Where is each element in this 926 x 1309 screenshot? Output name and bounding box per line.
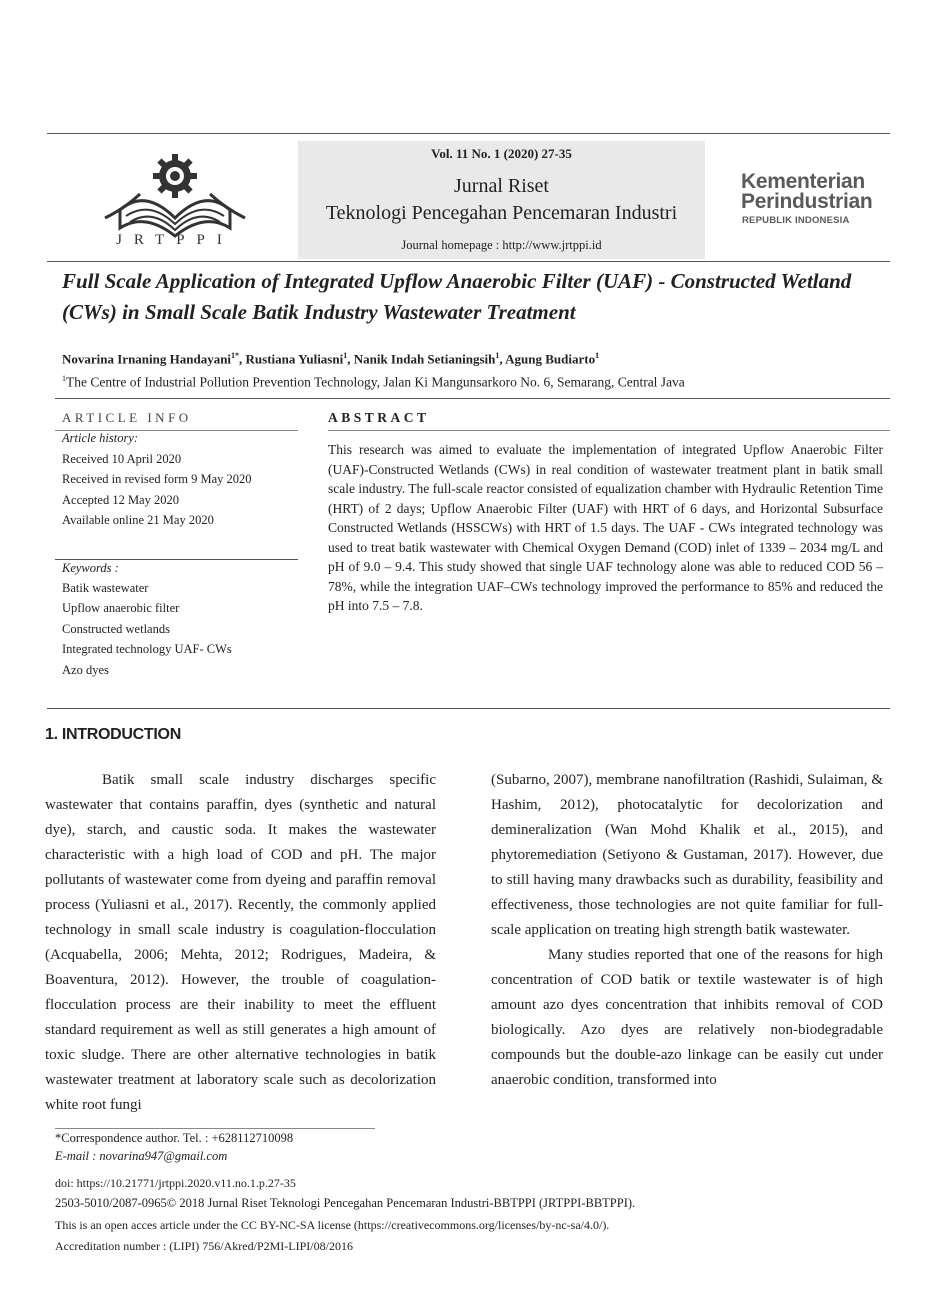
abstract-rule [328, 430, 890, 431]
keywords-label: Keywords : [62, 561, 119, 575]
intro-right-column [491, 768, 883, 1093]
keyword-item: Upflow anaerobic filter [62, 601, 180, 615]
keywords-rule [55, 559, 298, 560]
logo-text: JRTPPI [116, 232, 234, 248]
copyright-notice: 2503-5010/2087-0965© 2018 Jurnal Riset Teknologi Pencegahan Pencemaran Industri-BBTPPI (JRTPPI-BBTPPI). [55, 1196, 636, 1210]
intro-paragraph: Batik small scale industry discharges specific wastewater that contains paraffin, dyes (synthetic and natural dye), starch, and caustic soda. It makes the wastewater characteristic with a high load of COD and pH. The major pollutants of wastewater come from dyeing and paraffin removal process (Yuliasni et al., 2017). Recently, the commonly applied technology in small scale industry is coagulation-flocculation (Acquabella, 2006; Mehta, 2012; Rodrigues, Madeira, & Boaventura, 2012). However, the trouble of coagulation-flocculation process are their inability to meet the effluent standard requirement as well as still generates a high amount of toxic sludge. There are other alternative technologies in batik wastewater treatment at laboratory scale such as decolorization white root fungi [45, 772, 436, 1113]
keyword-item: Constructed wetlands [62, 622, 170, 636]
abstract-text: This research was aimed to evaluate the implementation of integrated Upflow Anaerobic Filter (UAF)-Constructed Wetlands (CWs) in real condition of wastewater treatment plant in batik small scale industry. The full-scale reactor consisted of equalization chamber with Hydraulic Retention Time (HRT) of 2 days; Upflow Anaerobic Filter (UAF) with HRT of 6 days, and Horizontal Subsurface Constructed Wetlands (HSSCWs) with HRT of 1.5 days. The UAF - CWs integrated technology was used to treat batik wastewater with Chemical Oxygen Demand (COD) inlet of 1339 – 2034 mg/L and pH of 9.0 – 9.4. This study showed that single UAF technology alone was able to reduced COD 56 – 78%, while the integration UAF–CWs technology improved the performance to 85% and reduced the pH into 7.5 – 7.8. [328, 442, 883, 613]
journal-name-line2: Teknologi Pencegahan Pencemaran Industri [325, 202, 678, 224]
header-bottom-rule [47, 261, 890, 262]
article-title: Full Scale Application of Integrated Upflow Anaerobic Filter (UAF) - Constructed Wetland (CWs) in Small Scale Batik Industry Wastewater Treatment [62, 269, 852, 324]
intro-paragraph: (Subarno, 2007), membrane nanofiltration (Rashidi, Sulaiman, & Hashim, 2012), photocatalytic for decolorization and demineralization (Wan Mohd Khalik et al., 2015), and phytoremediation (Setiyono & Gustaman, 2017). However, due to still having many drawbacks such as durability, feasibility and effectiveness, those technologies are not quite familiar for full-scale application on treating high strength batik wastewater. [491, 772, 883, 938]
affiliation: $^1$The Centre of Industrial Pollution Prevention Technology, Jalan Ki Mangunsarkoro No. 6, Semarang, Central Java [62, 374, 685, 390]
history-received: Received 10 April 2020 [62, 452, 182, 466]
history-revised: Received in revised form 9 May 2020 [62, 472, 252, 486]
ministry-logo-line1: Kementerian [741, 170, 865, 193]
history-label: Article history: [62, 431, 139, 445]
history-accepted: Accepted 12 May 2020 [62, 493, 179, 507]
correspondence-note: *Correspondence author. Tel. : +628112710098 [55, 1131, 294, 1145]
ministry-logo-line3: REPUBLIK INDONESIA [742, 215, 850, 226]
intro-paragraph: Many studies reported that one of the reasons for high concentration of COD batik or textile wastewater is of high amount azo dyes concentration that inhibits removal of COD biologically. Azo dyes are relatively non-biodegradable compounds but the double-azo linkage can be easily cut under anaerobic condition, transformed into [491, 947, 883, 1088]
volume-info: Vol. 11 No. 1 (2020) 27-35 [431, 146, 572, 161]
abstract-heading: ABSTRACT [328, 410, 430, 425]
header-top-rule [47, 133, 890, 134]
ministry-logo-line2: Perindustrian [741, 190, 873, 213]
license-notice[interactable]: This is an open acces article under the CC BY-NC-SA license (https://creativecommons.org/licenses/by-nc-sa/4.0/). [55, 1218, 610, 1232]
author-list: Novarina Irnaning Handayani$^{1*}$, Rustiana Yuliasni$^1$, Nanik Indah Setianingsih$^1$, Agung Budiarto$^1$ [62, 351, 600, 367]
doi-link[interactable]: doi: https://10.21771/jrtppi.2020.v11.no.1.p.27-35 [55, 1176, 296, 1190]
affiliation-text: The Centre of Industrial Pollution Prevention Technology, Jalan Ki Mangunsarkoro No. 6, Semarang, Central Java [66, 374, 685, 390]
introduction-heading: 1. INTRODUCTION [45, 726, 181, 743]
journal-homepage[interactable]: Journal homepage : http://www.jrtppi.id [401, 238, 602, 252]
keyword-item: Azo dyes [62, 663, 109, 677]
journal-name-line1: Jurnal Riset [454, 175, 549, 197]
affiliation-rule [55, 398, 890, 399]
keyword-item: Batik wastewater [62, 581, 149, 595]
accreditation-number: Accreditation number : (LIPI) 756/Akred/P2MI-LIPI/08/2016 [55, 1239, 353, 1253]
abstract-bottom-rule [47, 708, 890, 709]
history-online: Available online 21 May 2020 [62, 513, 214, 527]
footnote-rule [55, 1128, 375, 1129]
keyword-item: Integrated technology UAF- CWs [62, 642, 232, 656]
email-note[interactable]: E-mail : novarina947@gmail.com [55, 1149, 228, 1163]
article-info-heading: ARTICLE INFO [62, 410, 192, 425]
intro-left-column [45, 768, 436, 1118]
